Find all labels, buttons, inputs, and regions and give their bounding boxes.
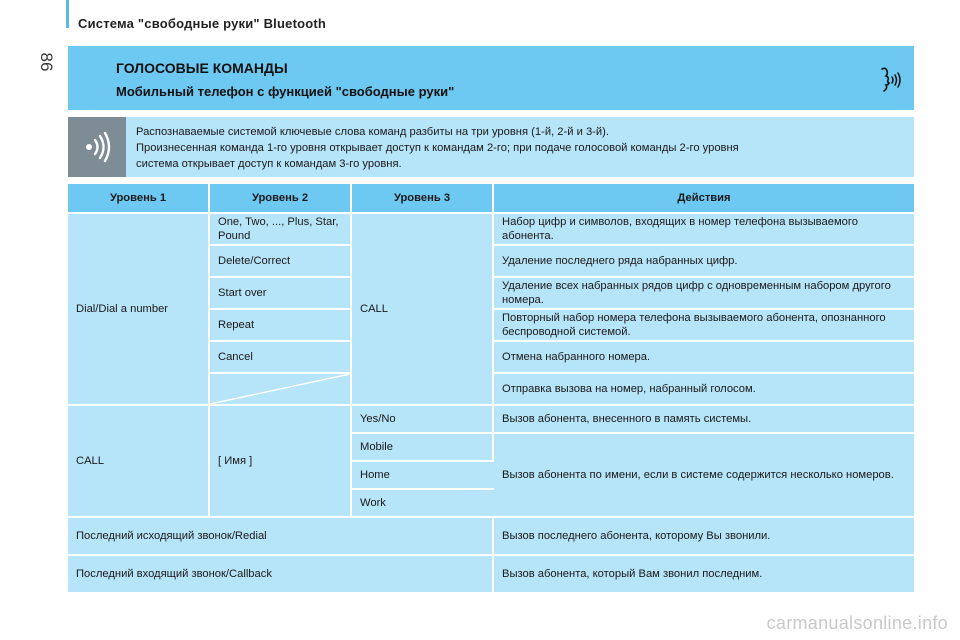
header-level-2: Уровень 2 xyxy=(210,184,352,214)
header-level-1: Уровень 1 xyxy=(68,184,210,214)
level2-cell: Start over xyxy=(210,278,352,310)
action-cell: Удаление последнего ряда набранных цифр. xyxy=(494,246,914,278)
level2-cell: Cancel xyxy=(210,342,352,374)
level3-cell: Home xyxy=(352,462,494,490)
action-cell: Отправка вызова на номер, набранный голосом. xyxy=(494,374,914,406)
level2-cell: Delete/Correct xyxy=(210,246,352,278)
watermark: carmanualsonline.info xyxy=(766,613,948,633)
header-level-3: Уровень 3 xyxy=(352,184,494,214)
page-accent-bar xyxy=(66,0,69,28)
action-cell: Вызов последнего абонента, которому Вы звонили. xyxy=(494,518,914,556)
voice-speaking-icon xyxy=(878,66,902,94)
voice-commands-table xyxy=(68,184,914,594)
action-cell: Вызов абонента по имени, если в системе содержится несколько номеров. xyxy=(494,434,914,518)
level2-cell: One, Two, ..., Plus, Star, Pound xyxy=(210,214,352,246)
intro-line: Произнесенная команда 1-го уровня открывает доступ к командам 2-го; при подаче голосовой команды 2-го уровня xyxy=(136,142,739,154)
table-header-row xyxy=(68,184,914,214)
intro-text xyxy=(136,124,906,172)
intro-panel xyxy=(68,117,914,177)
level1-cell: CALL xyxy=(68,406,210,518)
empty-diagonal-cell xyxy=(210,374,352,406)
action-cell: Вызов абонента, который Вам звонил последним. xyxy=(494,556,914,594)
voice-command-icon xyxy=(80,130,114,164)
page-number: 86 xyxy=(37,52,56,72)
command-cell: Последний исходящий звонок/Redial xyxy=(68,518,494,556)
action-cell: Отмена набранного номера. xyxy=(494,342,914,374)
level3-cell: Work xyxy=(352,490,494,518)
section-title: ГОЛОСОВЫЕ КОМАНДЫ xyxy=(116,60,288,76)
action-cell: Набор цифр и символов, входящих в номер телефона вызываемого абонента. xyxy=(494,214,914,246)
command-cell: Последний входящий звонок/Callback xyxy=(68,556,494,594)
section-subtitle: Мобильный телефон с функцией "свободные руки" xyxy=(116,84,455,99)
running-head: Система "свободные руки" Bluetooth xyxy=(78,16,327,31)
action-cell: Повторный набор номера телефона вызываемого абонента, опознанного беспроводной системой. xyxy=(494,310,914,342)
table-row xyxy=(68,518,914,556)
intro-line: Распознаваемые системой ключевые слова команд разбиты на три уровня (1-й, 2-й и 3-й). xyxy=(136,126,609,138)
level3-cell: CALL xyxy=(352,214,494,406)
level3-cell: Yes/No xyxy=(352,406,494,434)
level2-cell: Repeat xyxy=(210,310,352,342)
level2-cell: [ Имя ] xyxy=(210,406,352,518)
diagonal-line xyxy=(210,374,350,404)
action-cell: Вызов абонента, внесенного в память системы. xyxy=(494,406,914,434)
table-row xyxy=(68,556,914,594)
header-actions: Действия xyxy=(494,184,914,214)
table-row xyxy=(68,406,914,434)
table-row xyxy=(68,214,914,246)
intro-line: система открывает доступ к командам 3-го уровня. xyxy=(136,158,402,170)
action-cell: Удаление всех набранных рядов цифр с одновременным набором другого номера. xyxy=(494,278,914,310)
level3-cell: Mobile xyxy=(352,434,494,462)
section-title-band xyxy=(68,46,914,110)
level1-cell: Dial/Dial a number xyxy=(68,214,210,406)
intro-icon-box xyxy=(68,117,126,177)
